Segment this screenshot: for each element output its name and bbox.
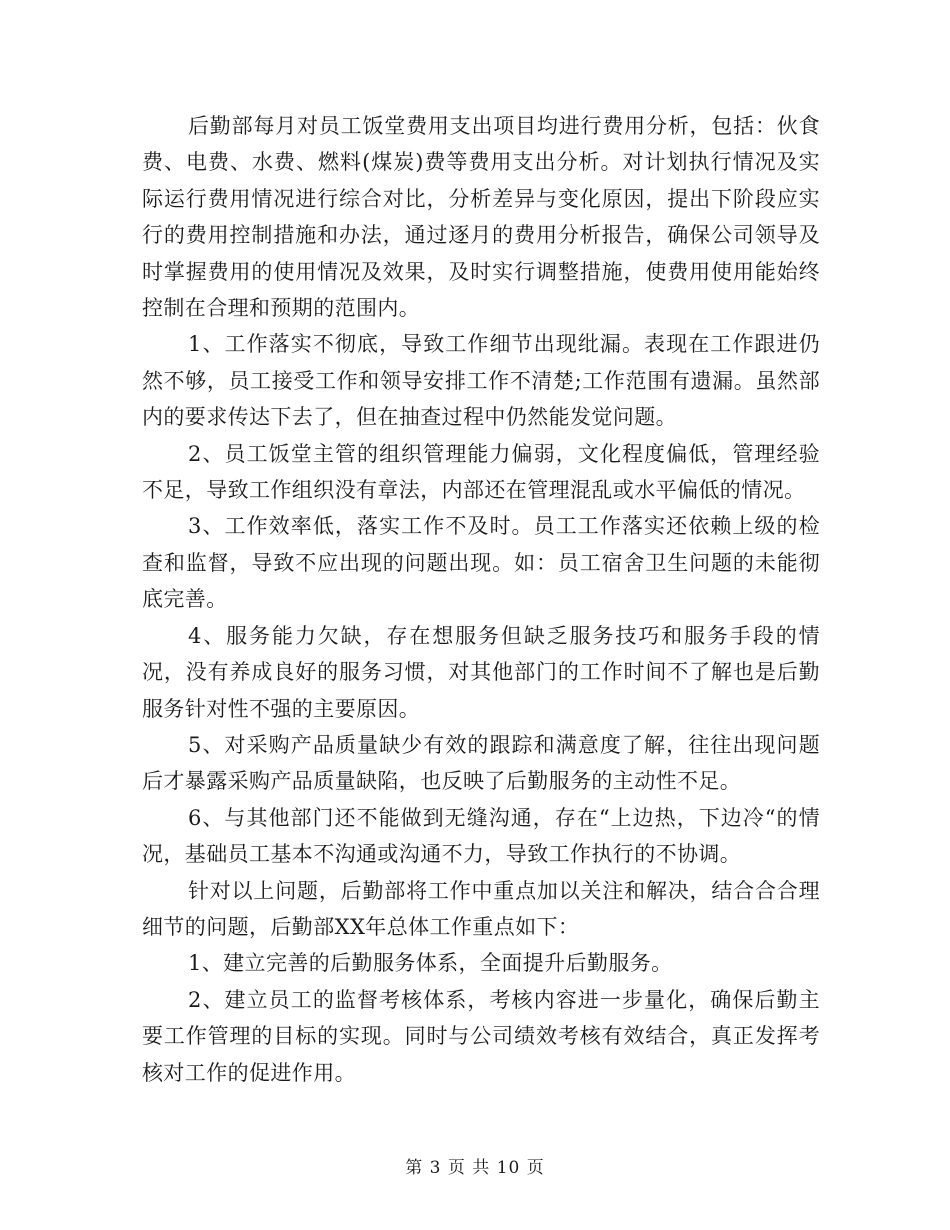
paragraph-issue-4: 4、服务能力欠缺，存在想服务但缺乏服务技巧和服务手段的情况，没有养成良好的服务习惯，对其他部门的工作时间不了解也是后勤服务针对性不强的主要原因。 — [142, 623, 820, 721]
paragraph-plan-intro: 针对以上问题，后勤部将工作中重点加以关注和解决，结合合合理细节的问题，后勤部XX年总体工作重点如下： — [142, 878, 820, 939]
paragraph-issue-5: 5、对采购产品质量缺少有效的跟踪和满意度了解，往往出现问题后才暴露采购产品质量缺陷，也反映了后勤服务的主动性不足。 — [142, 732, 820, 794]
paragraph-issue-3: 3、工作效率低，落实工作不及时。员工工作落实还依赖上级的检查和监督，导致不应出现的问题出现。如：员工宿舍卫生问题的未能彻底完善。 — [142, 514, 820, 612]
page-number-footer: 第 3 页 共 10 页 — [405, 1158, 545, 1178]
paragraph-expense-analysis: 后勤部每月对员工饭堂费用支出项目均进行费用分析，包括：伙食费、电费、水费、燃料(煤炭)费等费用支出分析。对计划执行情况及实际运行费用情况进行综合对比，分析差异与变化原因，提出下阶段应实行的费用控制措施和办法，通过逐月的费用分析报告，确保公司领导及时掌握费用的使用情况及效果，及时实行调整措施，使费用使用能始终控制在合理和预期的范围内。 — [142, 114, 820, 321]
paragraph-plan-1: 1、建立完善的后勤服务体系，全面提升后勤服务。 — [188, 951, 673, 976]
document-body — [142, 108, 820, 1091]
paragraph-plan-2: 2、建立员工的监督考核体系，考核内容进一步量化，确保后勤主要工作管理的目标的实现。同时与公司绩效考核有效结合，真正发挥考核对工作的促进作用。 — [142, 987, 820, 1085]
paragraph-issue-1: 1、工作落实不彻底，导致工作细节出现纰漏。表现在工作跟进仍然不够，员工接受工作和领导安排工作不清楚;工作范围有遗漏。虽然部内的要求传达下去了，但在抽查过程中仍然能发觉问题。 — [142, 332, 820, 430]
paragraph-issue-6: 6、与其他部门还不能做到无缝沟通，存在“上边热，下边冷“的情况，基础员工基本不沟通或沟通不力，导致工作执行的不协调。 — [142, 805, 820, 867]
paragraph-issue-2: 2、员工饭堂主管的组织管理能力偏弱，文化程度偏低，管理经验不足，导致工作组织没有章法，内部还在管理混乱或水平偏低的情况。 — [142, 441, 820, 503]
